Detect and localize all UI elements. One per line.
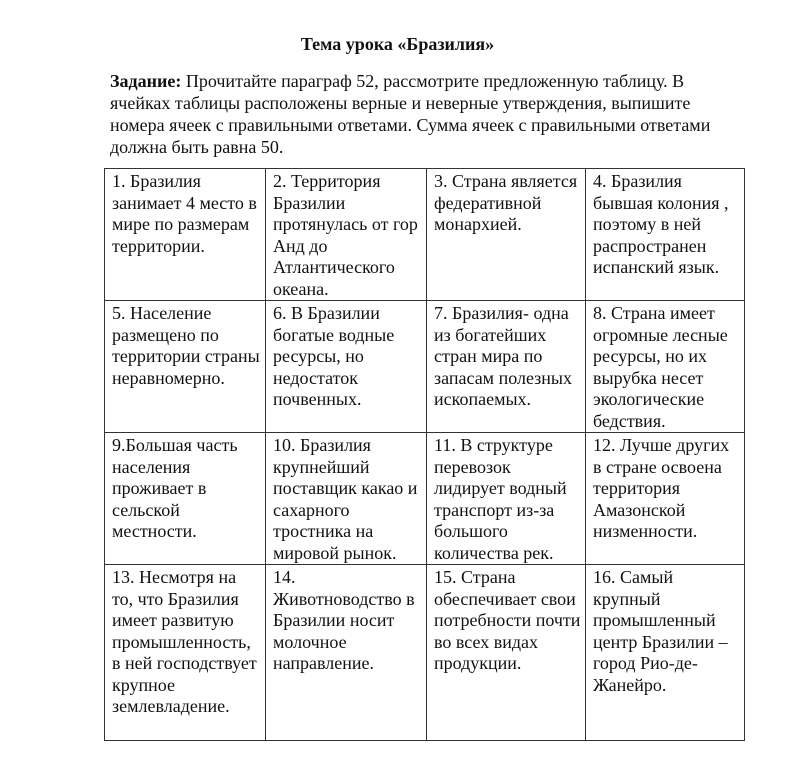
table-cell-14: 14. Животноводство в Бразилии носит молочное направление. (266, 565, 427, 741)
task-text: Прочитайте параграф 52, рассмотрите предложенную таблицу. В ячейках таблицы расположены верные и неверные утверждения, выпишите номера ячеек с правильными ответами. Сумма ячеек с правильными ответами должна быть равна 50. (110, 71, 711, 157)
table-row (105, 433, 745, 565)
table-row (105, 565, 745, 741)
table-cell-10: 10. Бразилия крупнейший поставщик какао и сахарного тростника на мировой рынок. (266, 433, 427, 565)
table-cell-7: 7. Бразилия- одна из богатейших стран мира по запасам полезных ископаемых. (427, 301, 586, 433)
table-cell-16: 16. Самый крупный промышленный центр Бразилии – город Рио-де-Жанейро. (586, 565, 745, 741)
table-row (105, 301, 745, 433)
lesson-title: Тема урока «Бразилия» (300, 34, 495, 54)
table-cell-5: 5. Население размещено по территории страны неравномерно. (105, 301, 266, 433)
table-cell-6: 6. В Бразилии богатые водные ресурсы, но недостаток почвенных. (266, 301, 427, 433)
table-row (105, 169, 745, 301)
table-cell-11: 11. В структуре перевозок лидирует водный транспорт из-за большого количества рек. (427, 433, 586, 565)
table-cell-2: 2. Территория Бразилии протянулась от гор Анд до Атлантического океана. (266, 169, 427, 301)
task-label: Задание: (110, 71, 182, 91)
table-cell-3: 3. Страна является федеративной монархией. (427, 169, 586, 301)
table-cell-15: 15. Страна обеспечивает свои потребности почти во всех видах продукции. (427, 565, 586, 741)
table-cell-4: 4. Бразилия бывшая колония , поэтому в ней распространен испанский язык. (586, 169, 745, 301)
task-paragraph (110, 70, 738, 158)
table-cell-13: 13. Несмотря на то, что Бразилия имеет развитую промышленность, в ней господствует крупное землевладение. (105, 565, 266, 741)
table-cell-8: 8. Страна имеет огромные лесные ресурсы, но их вырубка несет экологические бедствия. (586, 301, 745, 433)
table-cell-12: 12. Лучше других в стране освоена территория Амазонской низменности. (586, 433, 745, 565)
statements-table (104, 168, 745, 741)
table-cell-1: 1. Бразилия занимает 4 место в мире по размерам территории. (105, 169, 266, 301)
table-cell-9: 9.Большая часть населения проживает в сельской местности. (105, 433, 266, 565)
